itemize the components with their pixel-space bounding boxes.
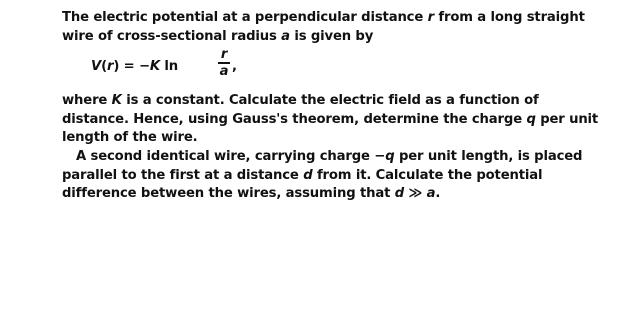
text-segment: from a long straight [438,10,585,25]
fraction-numerator: r [220,47,228,63]
text-segment: is a constant. Calculate the electric field as a function of [126,93,539,109]
equation-comma: , [232,59,237,75]
text-segment: The electric potential at a perpendicular distance [62,10,424,25]
para2-line-1 [62,148,628,167]
text-segment: where [62,93,108,109]
variable-a: a [281,28,290,44]
potential-equation [62,48,628,84]
text-segment: difference between the wires, assuming that [62,186,391,202]
text-segment: per unit [540,111,599,127]
symbol-V: V [91,59,102,75]
para2-line-3 [62,185,628,204]
intro-line-1 [62,9,628,28]
intro-line-2 [62,28,628,47]
text-segment: from it. Calculate the potential [316,167,543,183]
para1-line-1 [62,92,628,111]
period: . [435,186,441,202]
para1-line-3: length of the wire. [62,130,198,146]
paren-open: ( [101,59,107,75]
variable-q: q [385,148,395,164]
text-segment: wire of cross-sectional radius [62,28,277,44]
much-greater-symbol: ≫ [408,186,423,202]
text-segment: distance. Hence, using Gauss's theorem, determine the charge [62,111,522,127]
variable-d: d [394,186,404,202]
text-segment: parallel to the first at a distance [62,167,299,183]
variable-q: q [526,111,536,127]
ln-operator: ln [164,59,179,75]
text-segment: A second identical wire, carrying charge − [76,148,386,164]
equation-lhs [91,58,178,77]
text-segment: per unit length, is placed [398,148,583,164]
variable-d: d [303,167,313,183]
variable-a: a [426,186,436,202]
problem-text [62,9,628,204]
text-segment: is given by [294,28,374,44]
paren-close-equals: ) = − [113,59,150,75]
symbol-r: r [106,59,114,75]
fraction-denominator: a [219,64,229,80]
variable-r: r [427,10,434,25]
symbol-K: K [149,59,160,75]
para1-line-2 [62,111,628,130]
variable-K: K [111,93,122,109]
fraction-r-over-a [218,48,230,78]
para2-line-2 [62,167,628,186]
